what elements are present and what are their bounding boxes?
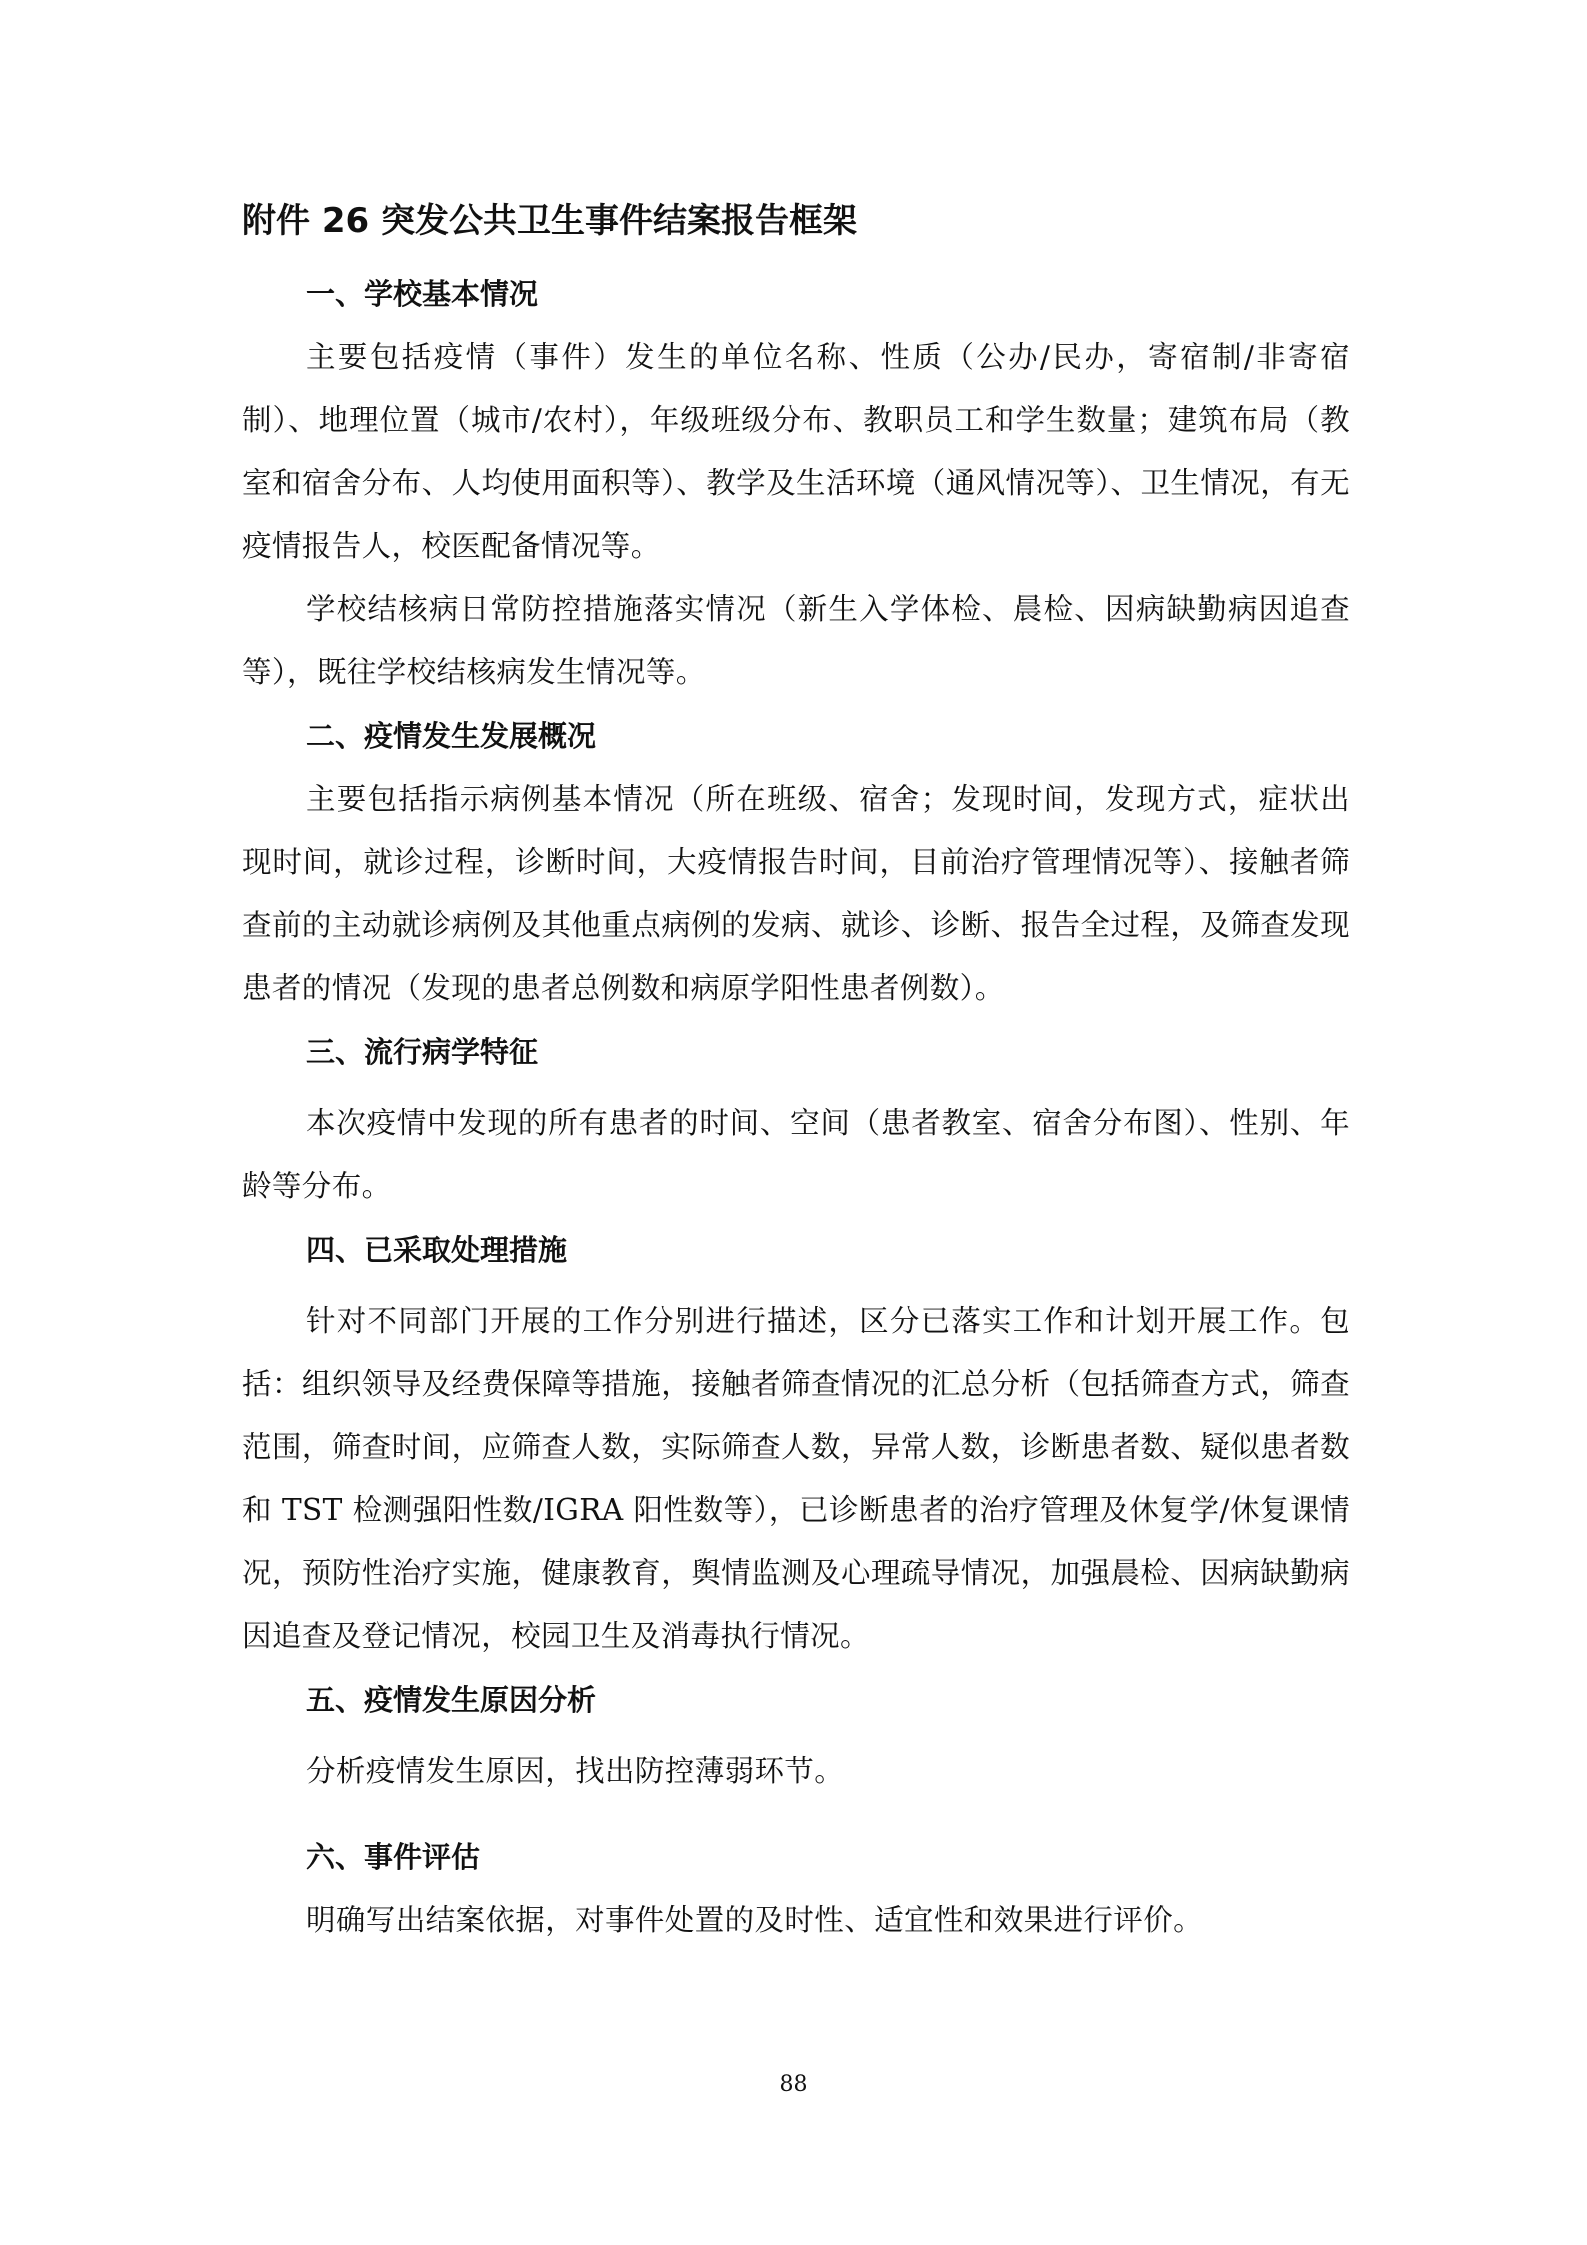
paragraph: 明确写出结案依据，对事件处置的及时性、适宜性和效果进行评价。	[306, 1903, 1204, 1937]
paragraph: 主要包括指示病例基本情况（所在班级、宿舍；发现时间，发现方式，症状出现时间，就诊过程，诊断时间，大疫情报告时间，目前治疗管理情况等）、接触者筛查前的主动就诊病例及其他重点病例的发病、就诊、诊断、报告全过程，及筛查发现患者的情况（发现的患者总例数和病原学阳性患者例数）。	[242, 782, 1350, 1005]
section-heading: 一、学校基本情况	[306, 277, 539, 311]
spacer	[242, 1084, 1350, 1092]
spacer	[242, 1803, 1350, 1825]
section-heading: 四、已采取处理措施	[306, 1233, 568, 1267]
paragraph: 主要包括疫情（事件）发生的单位名称、性质（公办/民办，寄宿制/非寄宿制）、地理位置（城市/农村），年级班级分布、教职员工和学生数量；建筑布局（教室和宿舍分布、人均使用面积等）、教学及生活环境（通风情况等）、卫生情况，有无疫情报告人，校医配备情况等。	[242, 340, 1350, 563]
spacer	[242, 1732, 1350, 1740]
document-title: 附件 26 突发公共卫生事件结案报告框架	[242, 201, 857, 241]
paragraph: 针对不同部门开展的工作分别进行描述，区分已落实工作和计划开展工作。包括：组织领导及经费保障等措施，接触者筛查情况的汇总分析（包括筛查方式，筛查范围，筛查时间，应筛查人数，实际筛查人数，异常人数，诊断患者数、疑似患者数和 TST 检测强阳性数/IGRA 阳性数等），已诊断患者的治疗管理及休复学/休复课情况，预防性治疗实施，健康教育，舆情监测及心理疏导情况，加强晨检、因病缺勤病因追查及登记情况，校园卫生及消毒执行情况。	[242, 1304, 1350, 1653]
paragraph: 本次疫情中发现的所有患者的时间、空间（患者教室、宿舍分布图）、性别、年龄等分布。	[242, 1106, 1350, 1203]
spacer	[242, 1282, 1350, 1290]
section-heading: 五、疫情发生原因分析	[306, 1683, 597, 1717]
section-heading: 三、流行病学特征	[306, 1035, 539, 1069]
document-body	[242, 262, 1350, 1952]
section-epidemic-overview	[242, 704, 1350, 1020]
page-number: 88	[779, 2072, 808, 2097]
paragraph: 分析疫情发生原因，找出防控薄弱环节。	[306, 1754, 845, 1788]
section-epidemiological-features	[242, 1020, 1350, 1218]
paragraph: 学校结核病日常防控措施落实情况（新生入学体检、晨检、因病缺勤病因追查等），既往学校结核病发生情况等。	[242, 592, 1350, 689]
section-heading: 二、疫情发生发展概况	[306, 719, 597, 753]
section-heading: 六、事件评估	[306, 1840, 481, 1874]
section-school-basic-info	[242, 262, 1350, 704]
section-measures-taken	[242, 1218, 1350, 1668]
section-event-evaluation	[242, 1803, 1350, 1952]
section-cause-analysis	[242, 1668, 1350, 1803]
